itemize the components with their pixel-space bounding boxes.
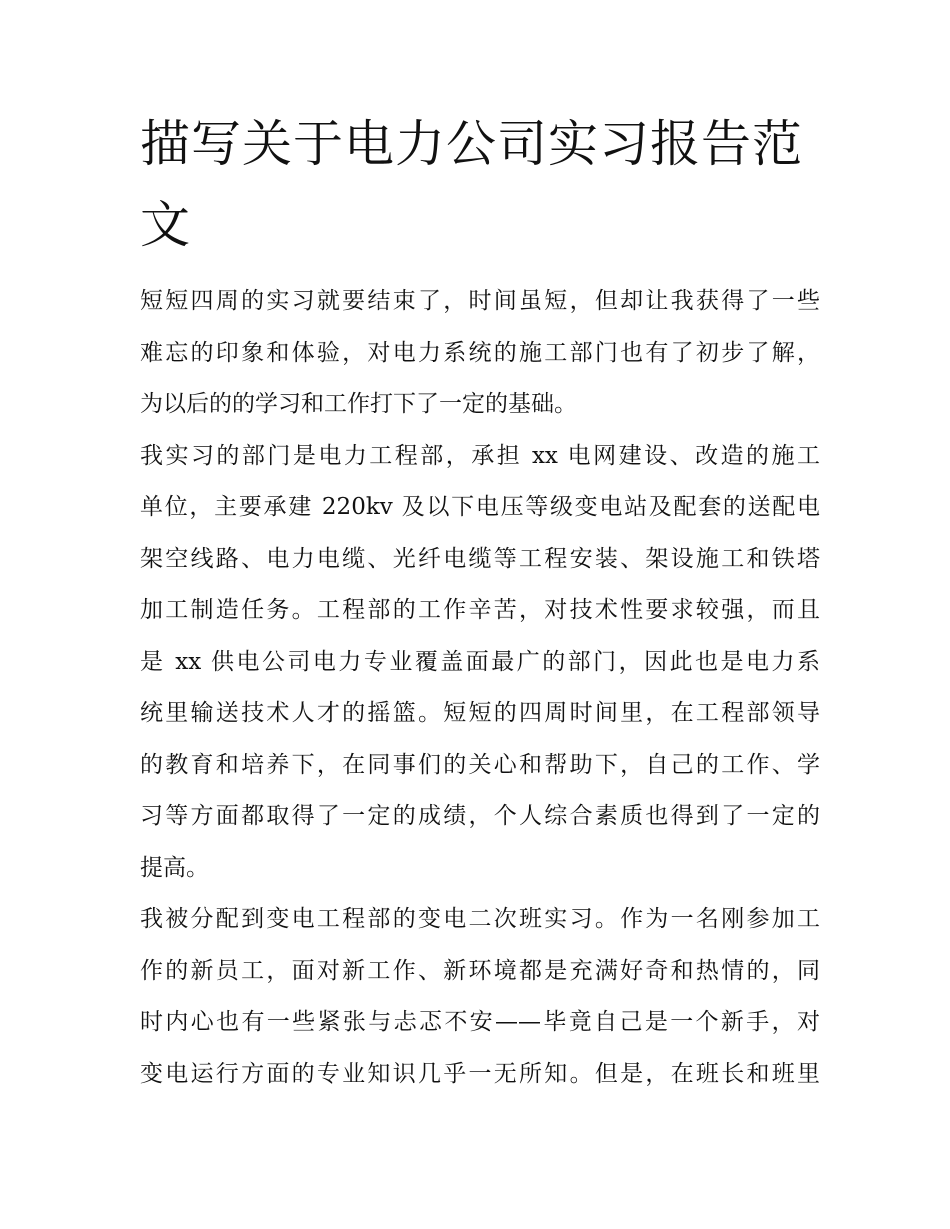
text-line: 的教育和培养下，在同事们的关心和帮助下，自己的工作、学 (140, 751, 820, 778)
title-line: 文 (140, 196, 191, 254)
text-line: 我被分配到变电工程部的变电二次班实习。作为一名刚参加工 (140, 906, 820, 932)
text-line: 时内心也有一些紧张与忐忑不安——毕竟自己是一个新手，对 (140, 1009, 820, 1035)
paragraph-2 (140, 431, 820, 895)
text-line: 变电运行方面的专业知识几乎一无所知。但是，在班长和班里 (140, 1060, 820, 1087)
document-title (140, 104, 820, 266)
document-body (140, 276, 820, 1100)
paragraph-1 (140, 276, 820, 431)
text-line: 难忘的印象和体验，对电力系统的施工部门也有了初步了解， (140, 339, 820, 366)
text-line: 是 xx 供电公司电力专业覆盖面最广的部门，因此也是电力系 (140, 648, 820, 675)
text-line: 提高。 (140, 854, 209, 881)
title-line: 描写关于电力公司实习报告范 (140, 115, 803, 173)
text-line: 作的新员工，面对新工作、新环境都是充满好奇和热情的，同 (140, 957, 820, 984)
text-line: 加工制造任务。工程部的工作辛苦，对技术性要求较强，而且 (140, 597, 820, 623)
text-line: 短短四周的实习就要结束了，时间虽短，但却让我获得了一些 (140, 288, 820, 314)
text-line: 架空线路、电力电缆、光纤电缆等工程安装、架设施工和铁塔 (140, 545, 820, 572)
text-line: 习等方面都取得了一定的成绩，个人综合素质也得到了一定的 (140, 803, 820, 829)
text-line: 统里输送技术人才的摇篮。短短的四周时间里，在工程部领导 (140, 700, 820, 726)
text-line: 我实习的部门是电力工程部，承担 xx 电网建设、改造的施工 (140, 442, 820, 469)
text-line: 为以后的的学习和工作打下了一定的基础。 (140, 391, 577, 417)
text-line: 单位，主要承建 220kv 及以下电压等级变电站及配套的送配电 (140, 494, 820, 520)
paragraph-3 (140, 894, 820, 1100)
